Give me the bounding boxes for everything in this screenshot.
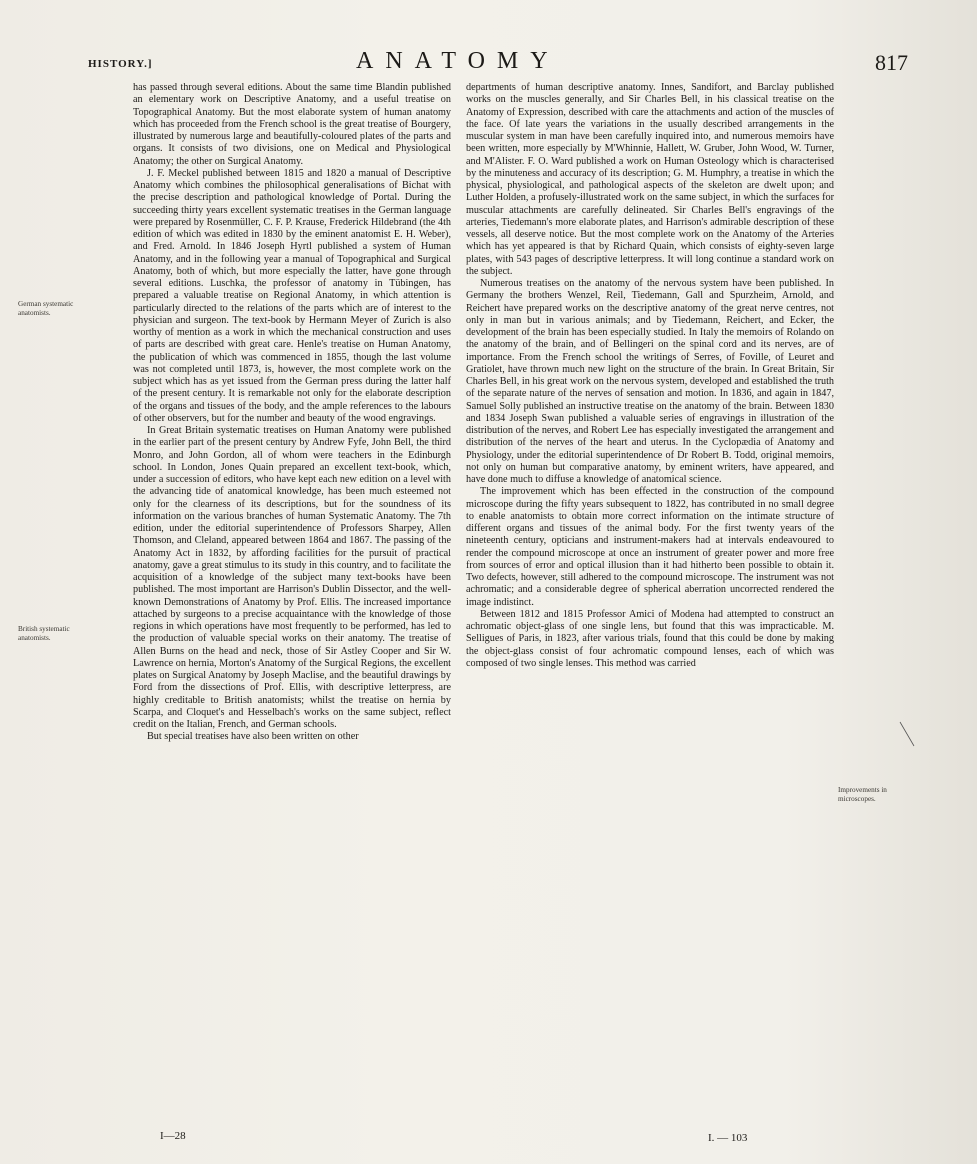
running-head: HISTORY.] xyxy=(88,58,153,70)
signature-mark: I—28 xyxy=(160,1130,186,1142)
paragraph: But special treatises have also been written on other xyxy=(147,731,359,743)
paragraph: Numerous treatises on the anatomy of the nervous system have been published. In Germany the brothers Wenzel, Reil, Tiedemann, Gall and Spurzheim, Arnold, and Reichert have prepared works on the descriptive anatomy of the great nerve centres, not only in man but in various animals; and by Tiedemann, Reichert, and Ecker, the development of the brain has been especially studied. In Italy the memoirs of Rolando on the anatomy of the brain, and of Bellingeri on the spinal cord and its nerves, are of importance. From the French school the writings of Serres, of Foville, of Leuret and Gratiolet, have thrown much new light on the structure of the brain. In Great Britain, Sir Charles Bell, in his great work on the nervous system, developed and established the truth of the separate nature of the nerves of sensation and motion. In 1836, and again in 1847, Samuel Solly published an instructive treatise on the anatomy of the brain. Between 1830 and 1834 Joseph Swan published a valuable series of engravings in illustration of the distribution of the nerves, and Robert Lee has especially investigated the arrangement and distribution of the nerves of the heart and uterus. In the Cyclopædia of Anatomy and Physiology, under the editorial superintendence of Dr Robert B. Todd, original memoirs, not only on human but comparative anatomy, by eminent writers, have appeared, and have done much to diffuse a knowledge of anatomical science. xyxy=(466,278,834,485)
paragraph: has passed through several editions. About the same time Blandin published an elementary work on Descriptive Anatomy, and a useful treatise on Topographical Anatomy. But the most elaborate system of human anatomy which has proceeded from the French school is the great treatise of Bourgery, illustrated by numerous large and beautifully-coloured plates of the parts and organs. It consists of two divisions, one on Medical and Physiological Anatomy; the other on Surgical Anatomy. xyxy=(133,82,451,167)
right-column xyxy=(466,82,834,670)
paragraph: J. F. Meckel published between 1815 and 1820 a manual of Descriptive Anatomy which combines the philosophical generalisations of Bichat with the precise description and pathological knowledge of Portal. During the succeeding thirty years excellent systematic treatises in the German language were prepared by Rosenmüller, C. F. P. Krause, Frederick Hildebrand (the 4th edition of which was edited in 1830 by the eminent anatomist E. H. Weber), and Fred. Arnold. In 1846 Joseph Hyrtl published a system of Human Anatomy, and in the following year a manual of Topographical and Surgical Anatomy, both of which, but more especially the latter, have gone through several editions. Luschka, the professor of anatomy in Tübingen, has prepared a valuable treatise on Regional Anatomy, in which attention is particularly directed to the relations of the parts which are of interest to the physician and surgeon. The text-book by Hermann Meyer of Zurich is also worthy of mention as a work in which the mechanical construction and uses of parts are described with great care. Henle's treatise on Human Anatomy, the publication of which was commenced in 1855, though the last volume was not completed until 1873, is, however, the most complete work on the subject which has as yet issued from the German press during the latter half of the present century. It is remarkable not only for the elaborate description of the organs and tissues of the body, and the ample references to the labours of other observers, but for the number and beauty of the wood engravings. xyxy=(133,167,451,424)
paragraph: departments of human descriptive anatomy. Innes, Sandifort, and Barclay published works on the muscles generally, and Sir Charles Bell, in his classical treatise on the Anatomy of Expression, described with care the attachments and action of the muscles of the face. Of late years the variations in the usually described arrangements in the muscular system in man have been carefully inquired into, and numerous memoirs have been written, more especially by M'Whinnie, Hallett, W. Gruber, John Wood, W. Turner, and M'Alister. F. O. Ward published a work on Human Osteology which is characterised by the minuteness and accuracy of its description; G. M. Humphry, a treatise in which the physical, physiological, and pathological aspects of the skeleton are dwelt upon; and Luther Holden, a profusely-illustrated work on the same subject, in which the surfaces for muscular attachments are carefully delineated. Sir Charles Bell's engravings of the arteries, Tiedemann's more elaborate plates, and Harrison's admirable description of these vessels, all deserve notice. But the most complete work on the Anatomy of the Arteries which has yet appeared is that by Richard Quain, which consists of eighty-seven large plates, with 543 pages of descriptive letterpress. It will long continue a standard work on the subject. xyxy=(466,82,834,277)
margin-note-improvements: Improvements in microscopes. xyxy=(838,786,887,803)
page-header xyxy=(88,48,938,80)
volume-mark: I. — 103 xyxy=(708,1132,748,1144)
margin-note-german: German systematic anatomists. xyxy=(18,300,74,317)
page-number: 817 xyxy=(875,50,908,75)
paragraph: Between 1812 and 1815 Professor Amici of Modena had attempted to construct an achromatic object-glass of one single lens, but found that this was impracticable. M. Selligues of Paris, in 1823, after various trials, found that this could be done by making the object-glass consist of four achromatic compound lenses, each of which was composed of two single lenses. This method was carried xyxy=(466,608,834,669)
paragraph: In Great Britain systematic treatises on Human Anatomy were published in the earlier part of the present century by Andrew Fyfe, John Bell, the third Monro, and John Gordon, all of whom were teachers in the Edinburgh school. In London, Jones Quain prepared an excellent text-book, which, under a succession of editors, who have kept each new edition on a level with the advancing tide of anatomical knowledge, has been much esteemed not only for the clearness of its descriptions, but for the soundness of its information on the various branches of human Systematic Anatomy. The 7th edition, under the editorial superintendence of Professors Sharpey, Allen Thomson, and Cleland, appeared between 1864 and 1867. The passing of the Anatomy Act in 1832, by affording facilities for the pursuit of practical anatomy, gave a great stimulus to its study in this country, and to facilitate the acquisition of a knowledge of the subject many text-books have been published. The most important are Harrison's Dublin Dissector, and the well-known Demonstrations of Anatomy by Prof. Ellis. The increased importance attached by surgeons to a precise acquaintance with the knowledge of those regions in which operations have most frequently to be performed, has led to the production of valuable special works on their anatomy. The treatise of Allen Burns on the head and neck, those of Sir Astley Cooper and Sir W. Lawrence on hernia, Morton's Anatomy of the Surgical Regions, the excellent plates on Surgical Anatomy by Joseph Maclise, and the beautiful drawings by Ford from the dissections of Prof. Ellis, with descriptive letterpress, are highly creditable to British anatomists; whilst the treatise on hernia by Scarpa, and Cloquet's and Hesselbach's works on the same subject, reflect credit on the Italian, French, and German schools. xyxy=(133,425,451,730)
paragraph: The improvement which has been effected in the construction of the compound microscope during the fifty years subsequent to 1822, has contributed in no small degree to enable anatomists to obtain more correct information on the intimate structure of different organs and tissues of the animal body. For the first twenty years of the nineteenth century, opticians and instrument-makers had at intervals endeavoured to render the compound microscope at once an instrument of greater power and more free from sources of error and optical illusion than it had hitherto been possible to obtain it. Two defects, however, still adhered to the compound microscope. The instrument was not achromatic; and a considerable degree of spherical aberration uncorrected rendered the image indistinct. xyxy=(466,486,834,608)
margin-note-british: British systematic anatomists. xyxy=(18,625,70,642)
page-title: ANATOMY xyxy=(356,48,560,74)
scan-speck xyxy=(898,720,918,750)
left-column xyxy=(133,82,451,744)
